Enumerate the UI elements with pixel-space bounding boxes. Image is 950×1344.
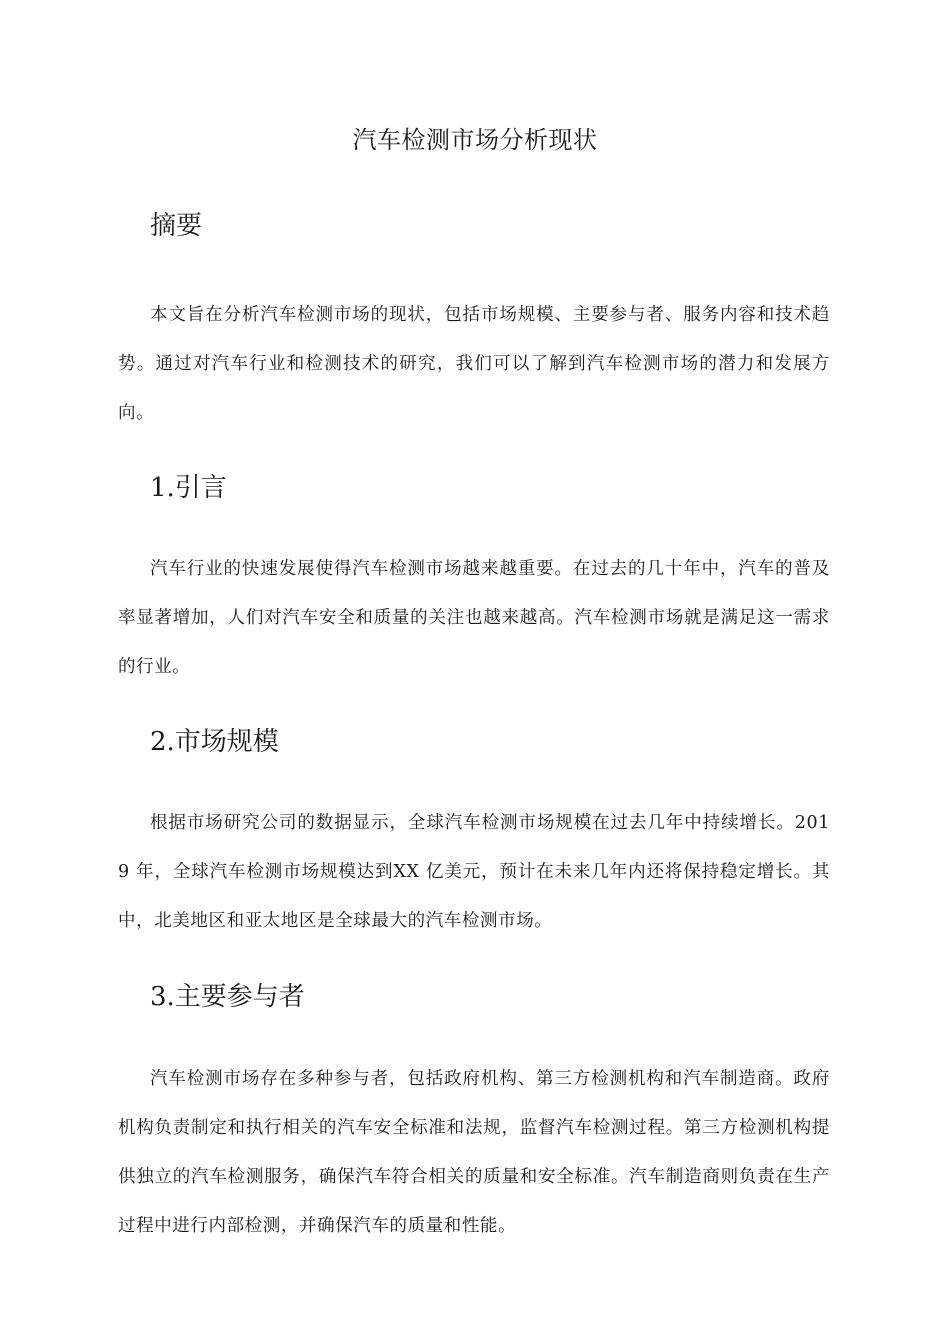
section-paragraph-market-size: 根据市场研究公司的数据显示，全球汽车检测市场规模在过去几年中持续增长。2019 年，全球汽车检测市场规模达到XX 亿美元，预计在未来几年内还将保持稳定增长。其中，北美地区和亚太地区是全球最大的汽车检测市场。: [118, 813, 830, 931]
section-heading-abstract: 摘要: [150, 211, 203, 241]
section-heading-introduction: 1.引言: [150, 473, 227, 503]
section-heading-market-size: 2.市场规模: [150, 727, 279, 757]
section-paragraph-introduction: 汽车行业的快速发展使得汽车检测市场越来越重要。在过去的几十年中，汽车的普及率显著增加，人们对汽车安全和质量的关注也越来越高。汽车检测市场就是满足这一需求的行业。: [118, 559, 830, 677]
section-heading-main-players: 3.主要参与者: [150, 982, 305, 1012]
section-paragraph-abstract: 本文旨在分析汽车检测市场的现状，包括市场规模、主要参与者、服务内容和技术趋势。通过对汽车行业和检测技术的研究，我们可以了解到汽车检测市场的潜力和发展方向。: [118, 305, 830, 423]
section-paragraph-main-players: 汽车检测市场存在多种参与者，包括政府机构、第三方检测机构和汽车制造商。政府机构负责制定和执行相关的汽车安全标准和法规，监督汽车检测过程。第三方检测机构提供独立的汽车检测服务，确保汽车符合相关的质量和安全标准。汽车制造商则负责在生产过程中进行内部检测，并确保汽车的质量和性能。: [118, 1069, 830, 1236]
document-title: 汽车检测市场分析现状: [352, 126, 598, 154]
